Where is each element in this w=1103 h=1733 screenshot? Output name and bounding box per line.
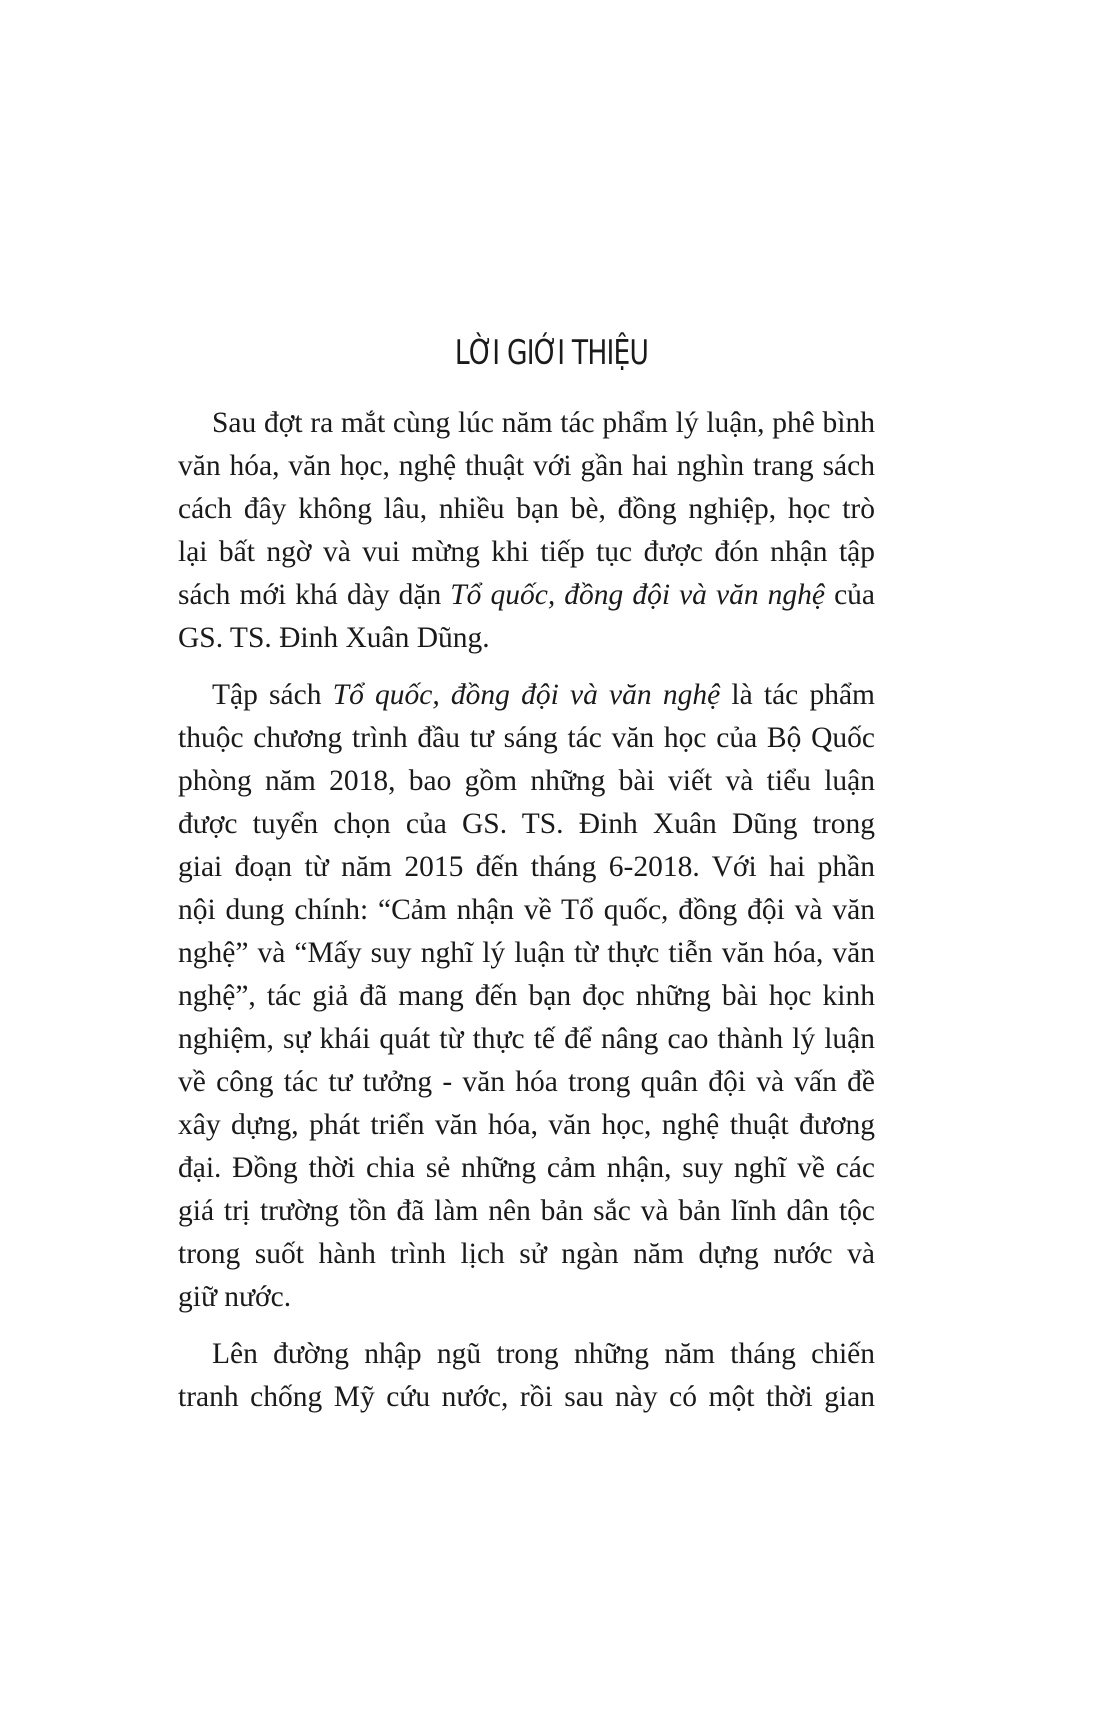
text-line: nghệ” và “Mấy suy nghĩ lý luận từ thực tiễn văn hóa, văn (178, 937, 875, 969)
text-line: nghệ”, tác giả đã mang đến bạn đọc những bài học kinh (178, 980, 875, 1012)
paragraph-1 (178, 402, 875, 660)
text-line: giai đoạn từ năm 2015 đến tháng 6-2018. Với hai phần (178, 851, 875, 883)
book-title-italic: Tổ quốc, đồng đội và văn nghệ (332, 679, 721, 711)
text-line: Sau đợt ra mắt cùng lúc năm tác phẩm lý luận, phê bình (212, 407, 875, 439)
text-line: Tập sách Tổ quốc, đồng đội và văn nghệ là tác phẩm (212, 679, 875, 711)
book-title-italic: Tổ quốc, đồng đội và văn nghệ (450, 579, 825, 611)
text-line: xây dựng, phát triển văn hóa, văn học, nghệ thuật đương (178, 1109, 875, 1141)
text-line: sách mới khá dày dặn Tổ quốc, đồng đội và văn nghệ của (178, 579, 875, 611)
text-line: GS. TS. Đinh Xuân Dũng. (178, 622, 490, 654)
text-line: về công tác tư tưởng - văn hóa trong quân đội và vấn đề (178, 1066, 875, 1098)
text-line: được tuyển chọn của GS. TS. Đinh Xuân Dũng trong (178, 808, 875, 840)
text-line: thuộc chương trình đầu tư sáng tác văn học của Bộ Quốc (178, 722, 875, 754)
text-line: Lên đường nhập ngũ trong những năm tháng chiến (212, 1338, 875, 1370)
text-line: giữ nước. (178, 1281, 292, 1313)
paragraph-2 (178, 674, 875, 1319)
text-line: đại. Đồng thời chia sẻ những cảm nhận, suy nghĩ về các (178, 1152, 875, 1184)
text-line: tranh chống Mỹ cứu nước, rồi sau này có một thời gian (178, 1381, 875, 1413)
text-line: phòng năm 2018, bao gồm những bài viết và tiểu luận (178, 765, 875, 797)
text-line: nội dung chính: “Cảm nhận về Tổ quốc, đồng đội và văn (178, 894, 875, 926)
text-line: cách đây không lâu, nhiều bạn bè, đồng nghiệp, học trò (178, 493, 875, 525)
page-title: LỜI GIỚI THIỆU (454, 332, 649, 373)
text-line: trong suốt hành trình lịch sử ngàn năm dựng nước và (178, 1238, 875, 1270)
text-line: lại bất ngờ và vui mừng khi tiếp tục được đón nhận tập (178, 536, 875, 568)
text-line: văn hóa, văn học, nghệ thuật với gần hai nghìn trang sách (178, 450, 875, 482)
body-text (178, 402, 875, 1433)
text-line: nghiệm, sự khái quát từ thực tế để nâng cao thành lý luận (178, 1023, 875, 1055)
paragraph-3 (178, 1333, 875, 1419)
text-line: giá trị trường tồn đã làm nên bản sắc và bản lĩnh dân tộc (178, 1195, 875, 1227)
